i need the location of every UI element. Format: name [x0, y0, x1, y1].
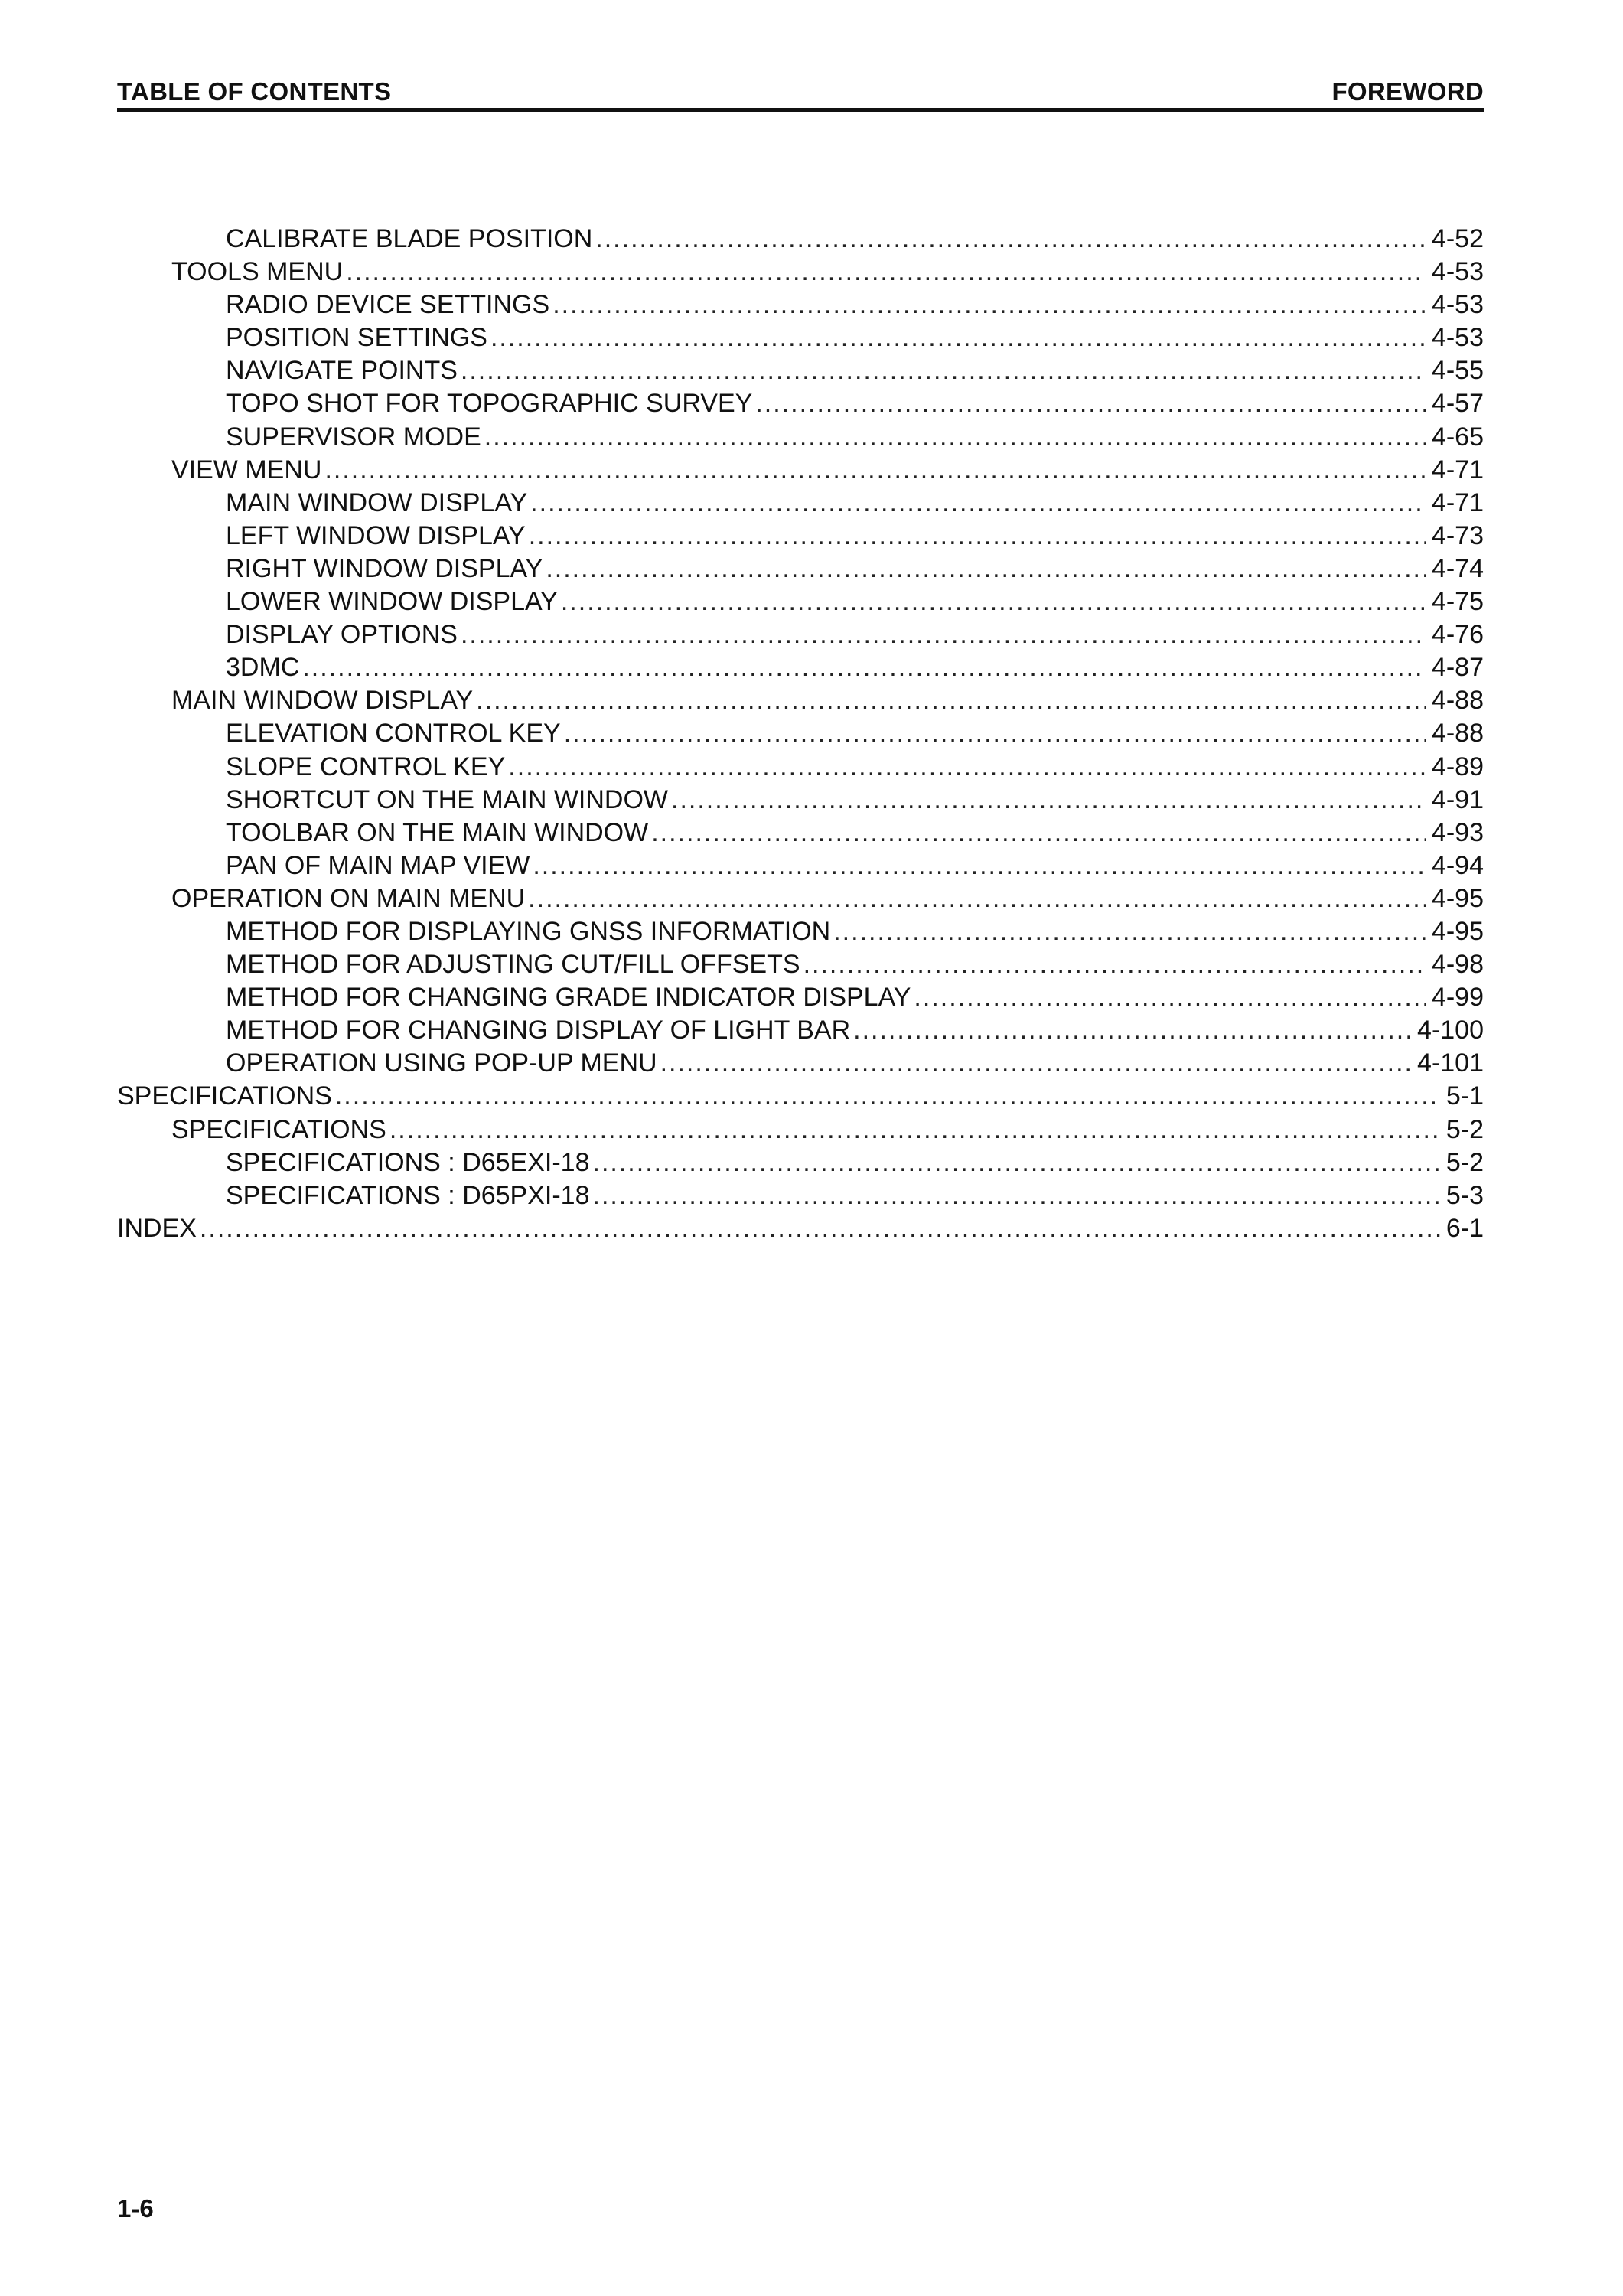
- toc-entry[interactable]: [117, 520, 1484, 553]
- toc-entry-title: VIEW MENU: [171, 455, 322, 484]
- toc-entry[interactable]: [117, 948, 1484, 981]
- toc-entry[interactable]: [117, 717, 1484, 750]
- toc-entry-title: LEFT WINDOW DISPLAY: [226, 520, 526, 550]
- toc-entry-title: SPECIFICATIONS : D65EXI-18: [226, 1147, 590, 1177]
- dot-leader: [755, 387, 1426, 420]
- toc-entry-page: 4-57: [1431, 389, 1484, 419]
- dot-leader: [508, 751, 1426, 784]
- toc-entry[interactable]: [117, 817, 1484, 850]
- toc-entry-page: 4-76: [1431, 620, 1484, 650]
- dot-leader: [564, 717, 1426, 750]
- toc-entry-page: 4-100: [1417, 1016, 1484, 1045]
- dot-leader: [302, 651, 1426, 684]
- toc-entry-title: MAIN WINDOW DISPLAY: [171, 686, 474, 716]
- toc-entry-page: 4-75: [1431, 587, 1484, 617]
- dot-leader: [593, 1179, 1440, 1212]
- toc-entry-page: 4-87: [1431, 653, 1484, 683]
- toc-entry[interactable]: [117, 981, 1484, 1014]
- dot-leader: [853, 1014, 1411, 1047]
- toc-entry-page: 4-88: [1431, 719, 1484, 748]
- toc-entry[interactable]: [117, 915, 1484, 948]
- toc-entry-title: METHOD FOR DISPLAYING GNSS INFORMATION: [226, 916, 831, 946]
- toc-entry-page: 4-53: [1431, 323, 1484, 353]
- dot-leader: [490, 321, 1426, 354]
- toc-entry-page: 5-2: [1445, 1147, 1484, 1177]
- toc-entry-title: SPECIFICATIONS: [117, 1081, 332, 1111]
- toc-entry-title: METHOD FOR ADJUSTING CUT/FILL OFFSETS: [226, 950, 800, 980]
- toc-entry-title: PAN OF MAIN MAP VIEW: [226, 850, 530, 880]
- toc-entry-title: OPERATION USING POP-UP MENU: [226, 1049, 657, 1078]
- dot-leader: [546, 553, 1426, 585]
- toc-entry-title: METHOD FOR CHANGING GRADE INDICATOR DISPLAY: [226, 983, 911, 1013]
- dot-leader: [552, 289, 1426, 321]
- toc-entry[interactable]: [117, 751, 1484, 784]
- toc-entry-title: LOWER WINDOW DISPLAY: [226, 587, 558, 617]
- toc-entry[interactable]: [117, 289, 1484, 321]
- dot-leader: [651, 817, 1426, 850]
- dot-leader: [530, 487, 1426, 520]
- toc-entry[interactable]: [117, 850, 1484, 882]
- toc-entry[interactable]: [117, 354, 1484, 387]
- toc-entry[interactable]: [117, 487, 1484, 520]
- toc-entry-title: RADIO DEVICE SETTINGS: [226, 290, 550, 320]
- section-title: TABLE OF CONTENTS: [117, 77, 392, 106]
- dot-leader: [529, 520, 1426, 553]
- toc-entry-title: CALIBRATE BLADE POSITION: [226, 224, 593, 253]
- dot-leader: [533, 850, 1426, 882]
- toc-entry-page: 4-74: [1431, 553, 1484, 583]
- toc-entry[interactable]: [117, 1114, 1484, 1146]
- toc-entry[interactable]: [117, 585, 1484, 618]
- toc-entry-title: TOOLS MENU: [171, 257, 344, 287]
- toc-entry[interactable]: [117, 553, 1484, 585]
- toc-entry-page: 4-71: [1431, 488, 1484, 517]
- dot-leader: [833, 915, 1426, 948]
- toc-entry[interactable]: [117, 454, 1484, 487]
- toc-entry[interactable]: [117, 684, 1484, 717]
- dot-leader: [593, 1146, 1440, 1179]
- dot-leader: [803, 948, 1426, 981]
- toc-entry[interactable]: [117, 387, 1484, 420]
- toc-entry-page: 4-52: [1431, 224, 1484, 253]
- toc-entry[interactable]: [117, 1047, 1484, 1080]
- dot-leader: [484, 421, 1426, 454]
- toc-entry-title: TOOLBAR ON THE MAIN WINDOW: [226, 817, 649, 847]
- toc-entry-page: 4-98: [1431, 950, 1484, 980]
- dot-leader: [595, 223, 1426, 256]
- toc-entry-page: 5-1: [1445, 1081, 1484, 1111]
- toc-entry-page: 4-95: [1431, 916, 1484, 946]
- toc-entry-title: METHOD FOR CHANGING DISPLAY OF LIGHT BAR: [226, 1016, 851, 1045]
- toc-entry-title: POSITION SETTINGS: [226, 323, 487, 353]
- toc-entry-title: 3DMC: [226, 653, 300, 683]
- toc-entry[interactable]: [117, 651, 1484, 684]
- toc-entry-title: DISPLAY OPTIONS: [226, 620, 458, 650]
- toc-entry-page: 4-65: [1431, 422, 1484, 452]
- toc-entry-title: MAIN WINDOW DISPLAY: [226, 488, 528, 517]
- toc-entry-page: 4-89: [1431, 752, 1484, 781]
- toc-entry-title: RIGHT WINDOW DISPLAY: [226, 553, 543, 583]
- toc-entry[interactable]: [117, 618, 1484, 651]
- toc-entry-page: 4-93: [1431, 817, 1484, 847]
- toc-entry-page: 4-88: [1431, 686, 1484, 716]
- toc-entry-page: 4-101: [1417, 1049, 1484, 1078]
- toc-entry[interactable]: [117, 256, 1484, 289]
- dot-leader: [914, 981, 1426, 1014]
- dot-leader: [671, 784, 1426, 817]
- toc-entry-page: 4-91: [1431, 784, 1484, 814]
- toc-entry-page: 4-94: [1431, 850, 1484, 880]
- toc-entry-title: SPECIFICATIONS: [171, 1114, 386, 1144]
- toc-entry-title: SHORTCUT ON THE MAIN WINDOW: [226, 784, 668, 814]
- toc-entry[interactable]: [117, 223, 1484, 256]
- dot-leader: [461, 618, 1426, 651]
- toc-entry-page: 4-55: [1431, 356, 1484, 386]
- toc-entry-page: 4-73: [1431, 520, 1484, 550]
- toc-entry-page: 4-95: [1431, 883, 1484, 913]
- toc-entry-page: 4-53: [1431, 290, 1484, 320]
- dot-leader: [200, 1212, 1440, 1245]
- toc-entry[interactable]: [117, 321, 1484, 354]
- toc-entry[interactable]: [117, 1179, 1484, 1212]
- toc-entry[interactable]: [117, 882, 1484, 915]
- toc-entry-page: 6-1: [1445, 1213, 1484, 1243]
- toc-entry-page: 5-3: [1445, 1180, 1484, 1210]
- toc-entry-title: SUPERVISOR MODE: [226, 422, 481, 452]
- toc-entry-title: ELEVATION CONTROL KEY: [226, 719, 561, 748]
- dot-leader: [346, 256, 1426, 289]
- toc-entry[interactable]: [117, 1146, 1484, 1179]
- dot-leader: [461, 354, 1426, 387]
- toc-entry-title: OPERATION ON MAIN MENU: [171, 883, 526, 913]
- page-header: [117, 73, 1484, 112]
- toc-entry-page: 4-53: [1431, 257, 1484, 287]
- toc-entry-title: SPECIFICATIONS : D65PXI-18: [226, 1180, 590, 1210]
- toc-entry-page: 4-99: [1431, 983, 1484, 1013]
- toc-entry-title: NAVIGATE POINTS: [226, 356, 458, 386]
- dot-leader: [324, 454, 1425, 487]
- toc-entry-title: SLOPE CONTROL KEY: [226, 752, 506, 781]
- chapter-title: FOREWORD: [1331, 77, 1484, 106]
- dot-leader: [660, 1047, 1411, 1080]
- dot-leader: [476, 684, 1426, 717]
- dot-leader: [561, 585, 1426, 618]
- toc-entry[interactable]: [117, 1080, 1484, 1113]
- toc-entry[interactable]: [117, 1212, 1484, 1245]
- page-number: 1-6: [117, 2194, 154, 2223]
- dot-leader: [389, 1114, 1440, 1146]
- toc-entry-page: 4-71: [1431, 455, 1484, 484]
- toc-entry-page: 5-2: [1445, 1114, 1484, 1144]
- toc-entry-title: INDEX: [117, 1213, 197, 1243]
- dot-leader: [335, 1080, 1440, 1113]
- toc-entry-title: TOPO SHOT FOR TOPOGRAPHIC SURVEY: [226, 389, 753, 419]
- dot-leader: [528, 882, 1426, 915]
- toc-entry[interactable]: [117, 784, 1484, 817]
- table-of-contents: [117, 223, 1484, 1245]
- toc-entry[interactable]: [117, 421, 1484, 454]
- toc-entry[interactable]: [117, 1014, 1484, 1047]
